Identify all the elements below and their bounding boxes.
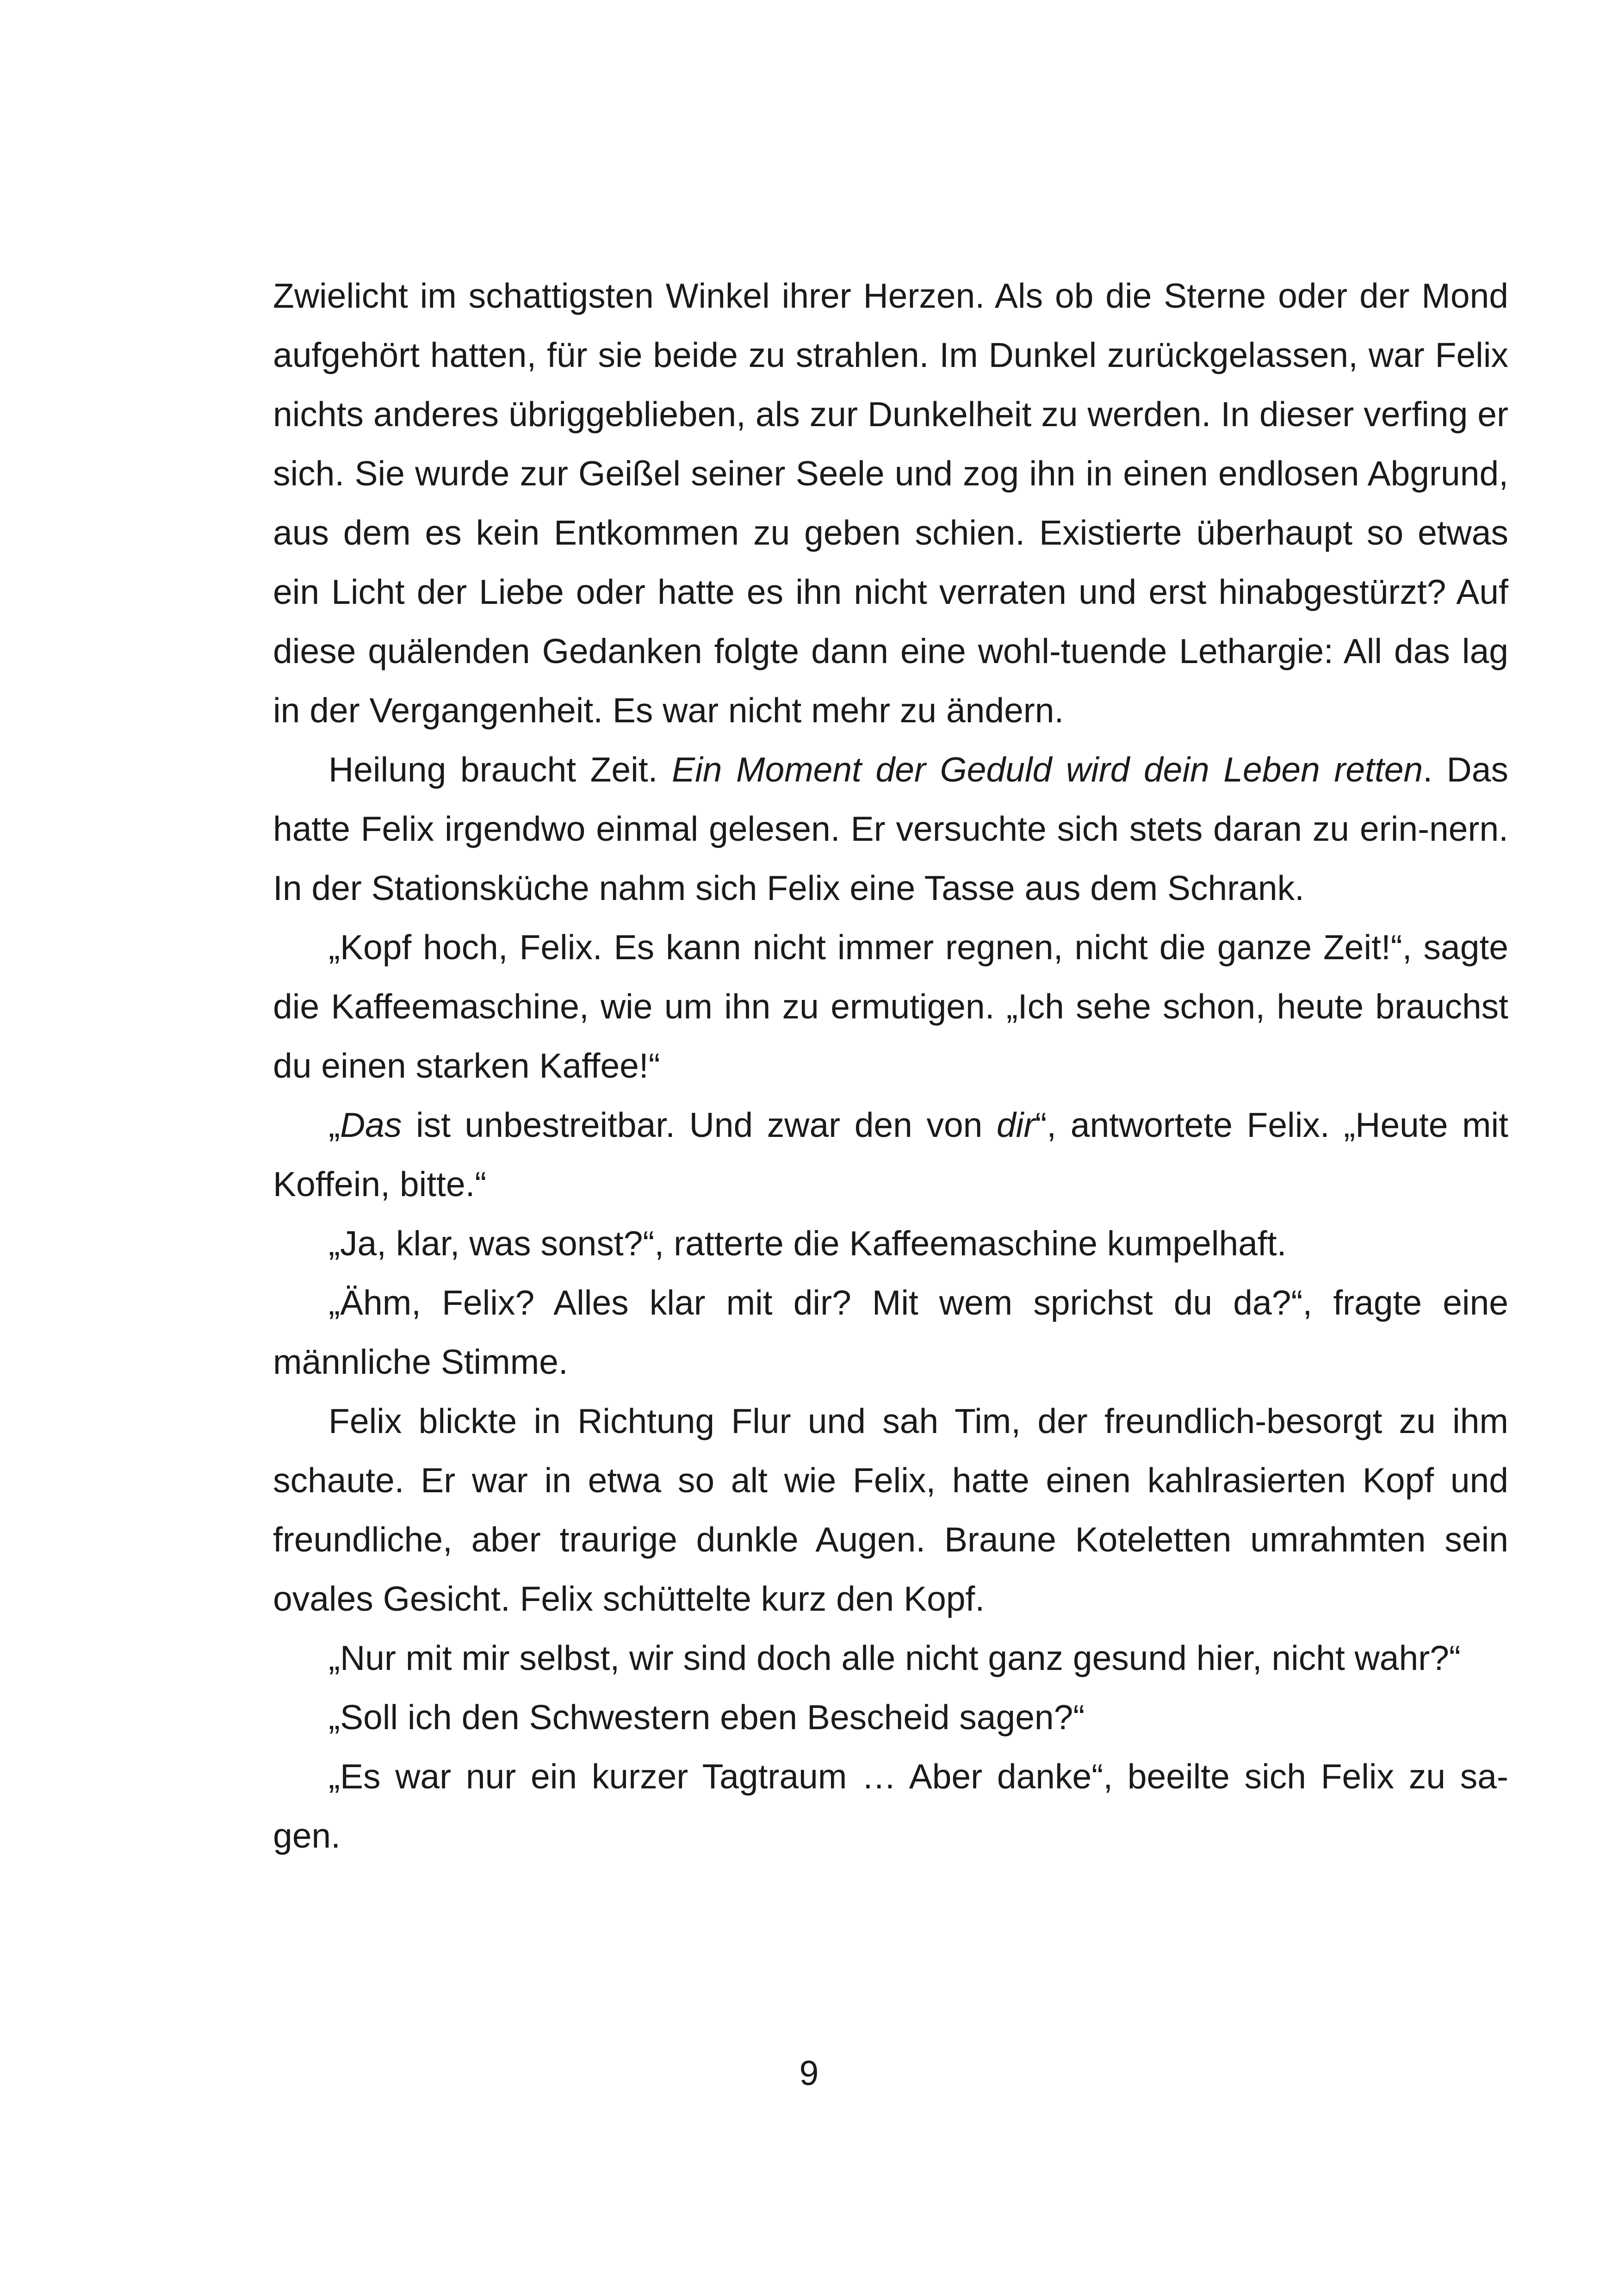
paragraph [273,1273,1508,1391]
paragraph [273,740,1508,918]
text-run: Felix blickte in Richtung Flur und sah Tim, der freundlich-besorgt zu ihm schaute. Er war in etwa so alt wie Felix, hatte einen kahlrasierten Kopf und freundliche, aber traurige dunkle Augen. Braune Koteletten umrahmten sein ovales Gesicht. Felix schüttelte kurz den Kopf. [273,1402,1508,1618]
italic-text-run: dir [996,1105,1035,1144]
paragraph [273,266,1508,740]
text-run: “, antwortete Felix. „Heute mit Koffein, bitte.“ [273,1105,1508,1204]
paragraph [273,1688,1508,1747]
text-run: „Es war nur ein kurzer Tagtraum … Aber danke“, beeilte sich Felix zu sa-gen. [273,1757,1508,1855]
text-run: Zwielicht im schattigsten Winkel ihrer Herzen. Als ob die Sterne oder der Mond aufgehört hatten, für sie beide zu strahlen. Im Dunkel zurückgelassen, war Felix nichts anderes übriggeblieben, als zur Dunkelheit zu werden. In dieser verfing er sich. Sie wurde zur Geißel seiner Seele und zog ihn in einen endlosen Abgrund, aus dem es kein Entkommen zu geben schien. Existierte überhaupt so etwas ein Licht der Liebe oder hatte es ihn nicht verraten und erst hinabgestürzt? Auf diese quälenden Gedanken folgte dann eine wohl-tuende Lethargie: All das lag in der Vergangenheit. Es war nicht mehr zu ändern. [273,276,1508,730]
paragraph [273,1095,1508,1214]
text-run: „Nur mit mir selbst, wir sind doch alle nicht ganz gesund hier, nicht wahr?“ [329,1638,1461,1677]
paragraph [273,1214,1508,1273]
paragraph [273,1391,1508,1628]
text-run: „Kopf hoch, Felix. Es kann nicht immer regnen, nicht die ganze Zeit!“, sagte die Kaffeemaschine, wie um ihn zu ermutigen. „Ich sehe schon, heute brauchst du einen starken Kaffee!“ [273,928,1508,1085]
text-run: „ [329,1105,340,1144]
paragraph [273,918,1508,1095]
italic-text-run: Ein Moment der Geduld wird dein Leben retten [672,750,1423,789]
text-run: „Ähm, Felix? Alles klar mit dir? Mit wem sprichst du da?“, fragte eine männliche Stimme. [273,1283,1508,1381]
text-run: ist unbestreitbar. Und zwar den von [402,1105,997,1144]
text-run: „Soll ich den Schwestern eben Bescheid sagen?“ [329,1698,1085,1737]
italic-text-run: Das [340,1105,402,1144]
text-run: . Das hatte Felix irgendwo einmal gelesen. Er versuchte sich stets daran zu erin-nern. In der Stationsküche nahm sich Felix eine Tasse aus dem Schrank. [273,750,1508,907]
paragraph [273,1747,1508,1865]
text-run: „Ja, klar, was sonst?“, ratterte die Kaffeemaschine kumpelhaft. [329,1224,1287,1263]
text-run: Heilung braucht Zeit. [329,750,672,789]
paragraph [273,1628,1508,1688]
page-number: 9 [799,2054,819,2092]
body-text [273,266,1508,1865]
